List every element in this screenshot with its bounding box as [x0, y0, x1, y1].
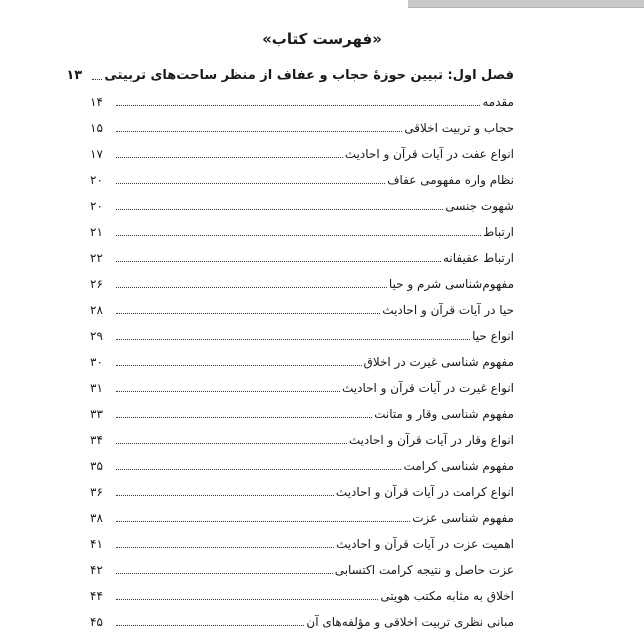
table-of-contents — [66, 58, 514, 629]
toc-page-number: ۳۵ — [90, 459, 103, 473]
dotted-leader — [116, 443, 347, 444]
toc-entry-title: ارتباط — [483, 225, 514, 239]
dotted-leader — [116, 365, 362, 366]
toc-row[interactable] — [90, 291, 514, 317]
toc-row[interactable] — [90, 135, 514, 161]
toc-entry-title: انواع حیا — [472, 329, 514, 343]
toc-entry-title: نظام واره مفهومی عفاف — [387, 173, 514, 187]
dotted-leader — [92, 79, 102, 80]
toc-row[interactable] — [90, 395, 514, 421]
toc-entry-title: حجاب و تربیت اخلاقی — [404, 121, 514, 135]
toc-row[interactable] — [90, 187, 514, 213]
toc-page-number: ۲۰ — [90, 173, 103, 187]
dotted-leader — [116, 183, 385, 184]
toc-entry-title: انواع عفت در آیات قرآن و احادیث — [344, 147, 514, 161]
toc-row[interactable] — [90, 499, 514, 525]
toc-entry-title: ارتباط عفیفانه — [442, 251, 514, 265]
dotted-leader — [116, 599, 378, 600]
toc-page-number: ۳۰ — [90, 355, 103, 369]
toc-page-number: ۱۴ — [90, 95, 103, 109]
toc-row[interactable] — [90, 83, 514, 109]
toc-row[interactable] — [90, 239, 514, 265]
toc-entry-title: مفهوم شناسی غیرت در اخلاق — [363, 355, 514, 369]
toc-page-number: ۲۸ — [90, 303, 103, 317]
toc-row[interactable] — [90, 343, 514, 369]
toc-row[interactable] — [90, 421, 514, 447]
dotted-leader — [116, 157, 343, 158]
dotted-leader — [116, 469, 401, 470]
toc-entry-title: حیا در آیات قرآن و احادیث — [382, 303, 514, 317]
dotted-leader — [116, 391, 340, 392]
dotted-leader — [116, 417, 372, 418]
toc-page-number: ۳۶ — [90, 485, 103, 499]
toc-page-number: ۲۱ — [90, 225, 103, 239]
toc-page-number: ۴۴ — [90, 589, 103, 603]
toc-row[interactable] — [90, 265, 514, 291]
toc-entry-title: انواع کرامت در آیات قرآن و احادیث — [335, 485, 514, 499]
toc-page-number: ۲۶ — [90, 277, 103, 291]
toc-entry-title: فصل اول: تبیین حوزۀ حجاب و عفاف از منظر ساحت‌های تربیتی — [104, 68, 514, 83]
toc-entry-title: اخلاق به مثابه مکتب هویتی — [380, 589, 514, 603]
dotted-leader — [116, 131, 402, 132]
dotted-leader — [116, 625, 304, 626]
toc-page-number: ۴۵ — [90, 615, 103, 629]
toc-entry-title: مفهوم شناسی کرامت — [403, 459, 514, 473]
toc-row[interactable] — [90, 525, 514, 551]
dotted-leader — [116, 235, 481, 236]
toc-entry-title: مقدمه — [482, 95, 514, 109]
toc-page-number: ۱۷ — [90, 147, 103, 161]
toc-page-number: ۳۴ — [90, 433, 103, 447]
toc-entry-title: مفهوم شناسی عزت — [412, 511, 514, 525]
dotted-leader — [116, 339, 470, 340]
toc-entry-title: اهمیت عزت در آیات قرآن و احادیث — [336, 537, 514, 551]
toc-row[interactable] — [90, 551, 514, 577]
toc-entry-title: شهوت جنسی — [445, 199, 514, 213]
toc-row[interactable] — [90, 577, 514, 603]
toc-page-number: ۲۲ — [90, 251, 103, 265]
toc-row[interactable] — [90, 213, 514, 239]
toc-page-number: ۳۳ — [90, 407, 103, 421]
toc-row[interactable] — [90, 369, 514, 395]
toc-entry-title: مبانی نظری تربیت اخلاقی و مؤلفه‌های آن — [306, 615, 514, 629]
toc-entry-title: عزت حاصل و نتیجه کرامت اکتسابی — [334, 563, 514, 577]
toc-page-number: ۱۳ — [66, 68, 83, 83]
toc-row[interactable] — [90, 161, 514, 187]
toc-page-number: ۴۱ — [90, 537, 103, 551]
toc-page-number: ۳۱ — [90, 381, 103, 395]
dotted-leader — [116, 573, 333, 574]
dotted-leader — [116, 495, 334, 496]
dotted-leader — [116, 209, 443, 210]
toc-entry-title: انواع غیرت در آیات قرآن و احادیث — [341, 381, 514, 395]
dotted-leader — [116, 313, 380, 314]
dotted-leader — [116, 521, 410, 522]
toc-page-number: ۲۹ — [90, 329, 103, 343]
toc-row[interactable] — [90, 473, 514, 499]
toc-entry-title: مفهوم‌شناسی شرم و حیا — [388, 277, 514, 291]
toc-page-number: ۱۵ — [90, 121, 103, 135]
toc-row[interactable] — [90, 603, 514, 629]
toc-chapter-row[interactable] — [66, 58, 514, 83]
page-title: «فهرست کتاب» — [262, 30, 382, 48]
header-tab — [408, 0, 644, 8]
toc-page-number: ۳۸ — [90, 511, 103, 525]
dotted-leader — [116, 105, 480, 106]
toc-row[interactable] — [90, 317, 514, 343]
toc-page-number: ۴۲ — [90, 563, 103, 577]
toc-entry-title: مفهوم شناسی وقار و متانت — [374, 407, 514, 421]
toc-row[interactable] — [90, 109, 514, 135]
dotted-leader — [116, 261, 441, 262]
toc-row[interactable] — [90, 447, 514, 473]
toc-page-number: ۲۰ — [90, 199, 103, 213]
dotted-leader — [116, 287, 387, 288]
toc-entry-title: انواع وقار در آیات قرآن و احادیث — [348, 433, 514, 447]
dotted-leader — [116, 547, 334, 548]
